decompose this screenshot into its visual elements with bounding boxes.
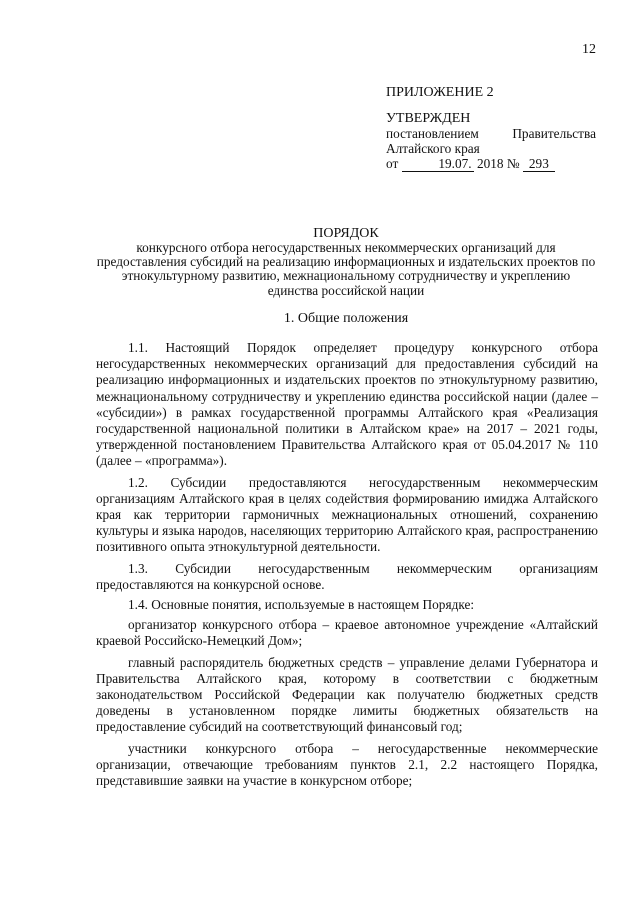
definition-participants: участники конкурсного отбора – негосударственные некоммерческие организации, отвечающие требованиям пунктов 2.1, 2.2 настоящего Порядка, представившие заявки на участие в конкурсном отборе; xyxy=(96,740,598,789)
government-word: Правительства xyxy=(512,126,596,141)
definition-organizer: организатор конкурсного отбора – краевое автономное учреждение «Алтайский краевой Российско-Немецкий Дом»; xyxy=(96,617,598,649)
title-subtitle: конкурсного отбора негосударственных некоммерческих организаций для предоставления субсидий на реализацию информационных и издательских проектов по этнокультурному развитию, межнациональному сотрудничеству и укреплению единства российской нации xyxy=(96,240,596,298)
page-number: 12 xyxy=(582,42,596,57)
date-line xyxy=(386,156,596,172)
decree-date: 19.07. xyxy=(402,157,474,172)
paragraph-1-4: 1.4. Основные понятия, используемые в настоящем Порядке: xyxy=(128,597,475,613)
document-title xyxy=(96,226,596,298)
paragraph-1-2: 1.2. Субсидии предоставляются негосударственным некоммерческим организациям Алтайского края в целях содействия формированию имиджа Алтайского края как территории гармоничных межнациональных отношений, сохранению культуры и языка народов, населяющих территорию Алтайского края, распространению позитивного опыта этнокультурной деятельности. xyxy=(96,474,598,555)
year-label: 2018 № xyxy=(476,156,520,171)
definition-budget-manager: главный распорядитель бюджетных средств – управление делами Губернатора и Правительства Алтайского края, которому в соответствии с бюджетным законодательством Российской Федерации как получателю бюджетных средств доведены в установленном порядке лимиты бюджетных обязательств на предоставление субсидий на соответствующий финансовый год; xyxy=(96,654,598,735)
approval-block xyxy=(386,85,596,172)
body-text xyxy=(96,340,598,794)
decree-number: 293 xyxy=(523,157,555,172)
title-heading: ПОРЯДОК xyxy=(313,226,379,241)
decree-word: постановлением xyxy=(386,126,479,141)
decree-line xyxy=(386,126,596,141)
section-heading: 1. Общие положения xyxy=(283,311,409,326)
from-label: от xyxy=(386,156,399,171)
paragraph-1-3: 1.3. Субсидии негосударственным некоммерческим организациям предоставляются на конкурсной основе. xyxy=(96,560,598,592)
region-line: Алтайского края xyxy=(386,141,480,156)
appendix-label: ПРИЛОЖЕНИЕ 2 xyxy=(386,85,494,100)
paragraph-1-1: 1.1. Настоящий Порядок определяет процедуру конкурсного отбора негосударственных некоммерческих организаций для предоставления субсидий на реализацию информационных и издательских проектов по этнокультурному развитию, межнациональному сотрудничеству и укреплению единства российской нации (далее – «субсидии») в рамках государственной программы Алтайского края «Реализация государственной национальной политики в Алтайском крае» на 2017 – 2021 годы, утвержденной постановлением Правительства Алтайского края от 05.04.2017 № 110 (далее – «программа»). xyxy=(96,340,598,469)
approved-label: УТВЕРЖДЕН xyxy=(386,111,471,126)
